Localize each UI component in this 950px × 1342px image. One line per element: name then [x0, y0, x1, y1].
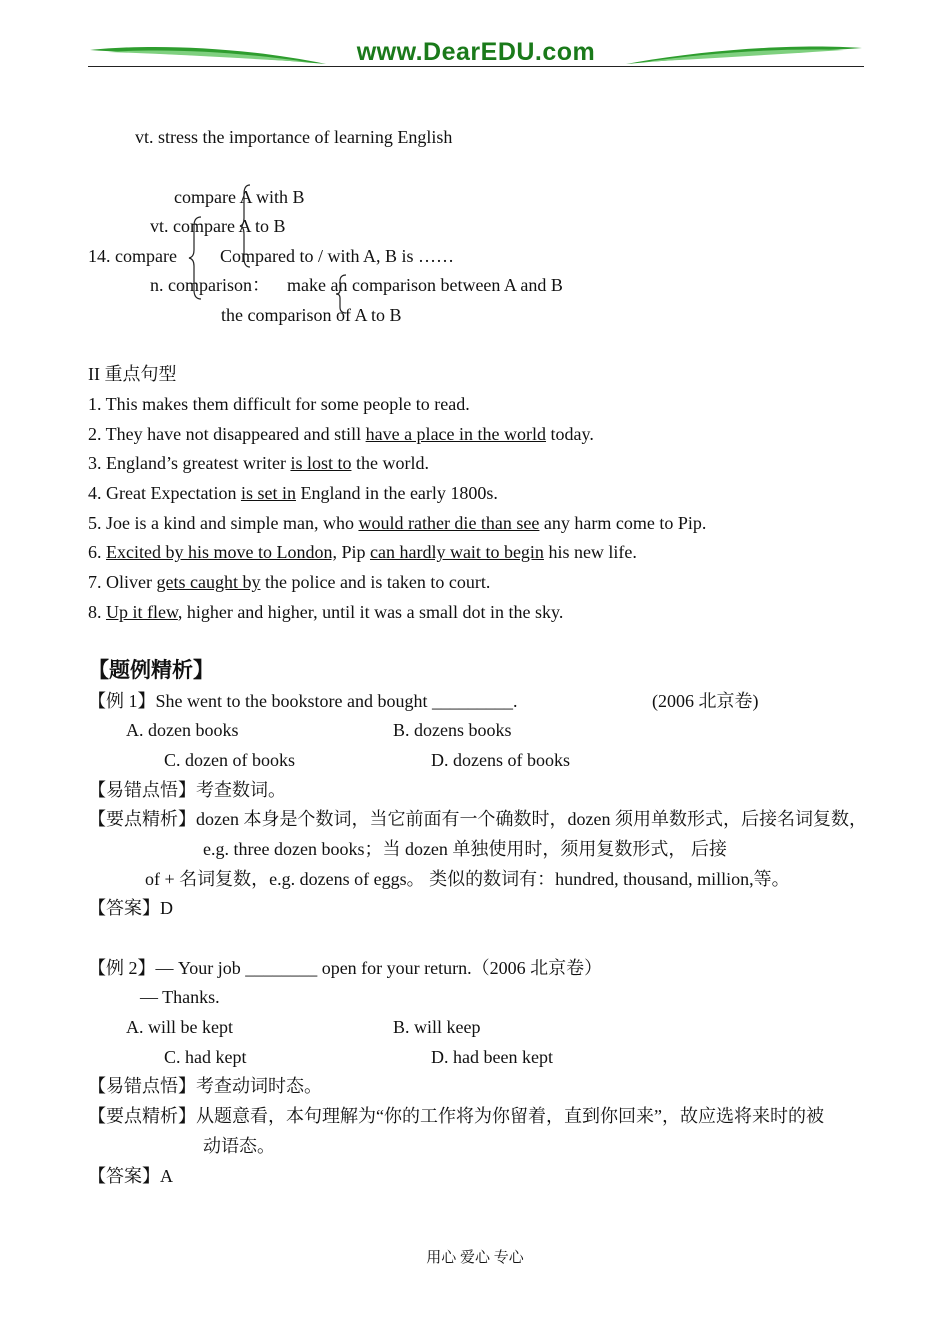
ex2-reply: — Thanks. — [140, 987, 220, 1007]
ex2-option-d: D. had been kept — [431, 1047, 553, 1067]
the-comparison: the comparison of A to B — [221, 305, 402, 325]
ex2-option-c: C. had kept — [164, 1047, 247, 1067]
ex1-option-d: D. dozens of books — [431, 750, 570, 770]
key-sentences-heading: II 重点句型 — [88, 364, 177, 384]
ex1-option-c: C. dozen of books — [164, 750, 295, 770]
vt-compare: vt. compare A to B — [150, 216, 286, 236]
header-rule — [88, 66, 864, 67]
sentence-6: 6. Excited by his move to London, Pip can hardly wait to begin his new life. — [88, 542, 637, 562]
stress-line: vt. stress the importance of learning English — [135, 127, 453, 147]
sentence-2: 2. They have not disappeared and still have a place in the world today. — [88, 424, 594, 444]
compare-a-with-b: compare A with B — [174, 187, 305, 207]
site-logo: www.DearEDU.com — [356, 38, 596, 66]
ex1-tip: 【易错点悟】考查数词。 — [88, 780, 286, 800]
sentence-8: 8. Up it flew, higher and higher, until it was a small dot in the sky. — [88, 602, 564, 622]
sentence-7: 7. Oliver gets caught by the police and is taken to court. — [88, 572, 491, 592]
ex2-option-b: B. will keep — [393, 1017, 481, 1037]
compared-to: Compared to / with A, B is …… — [220, 246, 454, 266]
page-footer: 用心 爱心 专心 — [426, 1250, 524, 1266]
ex1-analysis-line-3: of + 名词复数，e.g. dozens of eggs。 类似的数词有：hundred, thousand, million,等。 — [145, 869, 790, 889]
examples-section-title: 【题例精析】 — [88, 658, 214, 682]
entry-label: 14. compare — [88, 246, 177, 266]
ex2-answer: 【答案】A — [88, 1166, 173, 1186]
sentence-1: 1. This makes them difficult for some people to read. — [88, 394, 470, 414]
ex2-analysis-line-2: 动语态。 — [203, 1136, 275, 1156]
brace-noun — [335, 274, 349, 314]
site-header — [88, 38, 864, 70]
make-comparison: make an comparison between A and B — [287, 275, 563, 295]
brace-vt — [239, 184, 253, 268]
ex1-analysis-line-1: 【要点精析】dozen 本身是个数词，当它前面有一个确数时，dozen 须用单数形式，后接名词复数， — [88, 809, 867, 829]
ex1-question: 【例 1】She went to the bookstore and bought _________. — [88, 691, 518, 711]
ex1-source: (2006 北京卷) — [652, 691, 759, 711]
ex1-answer: 【答案】D — [88, 898, 173, 918]
ex2-analysis-line-1: 【要点精析】从题意看，本句理解为“你的工作将为你留着，直到你回来”，故应选将来时的被 — [88, 1106, 824, 1126]
sentence-5: 5. Joe is a kind and simple man, who would rather die than see any harm come to Pip. — [88, 513, 707, 533]
ex2-tip: 【易错点悟】考查动词时态。 — [88, 1076, 322, 1096]
ex1-option-b: B. dozens books — [393, 720, 512, 740]
sentence-4: 4. Great Expectation is set in England in the early 1800s. — [88, 483, 498, 503]
ex1-option-a: A. dozen books — [126, 720, 239, 740]
sentence-3: 3. England’s greatest writer is lost to the world. — [88, 453, 429, 473]
ex1-analysis-line-2: e.g. three dozen books；当 dozen 单独使用时，须用复数形式， 后接 — [203, 839, 727, 859]
ex2-question: 【例 2】— Your job ________ open for your return.（2006 北京卷） — [88, 958, 603, 978]
noun-comparison: n. comparison： — [150, 275, 270, 295]
brace-left-main — [188, 216, 204, 300]
ex2-option-a: A. will be kept — [126, 1017, 233, 1037]
